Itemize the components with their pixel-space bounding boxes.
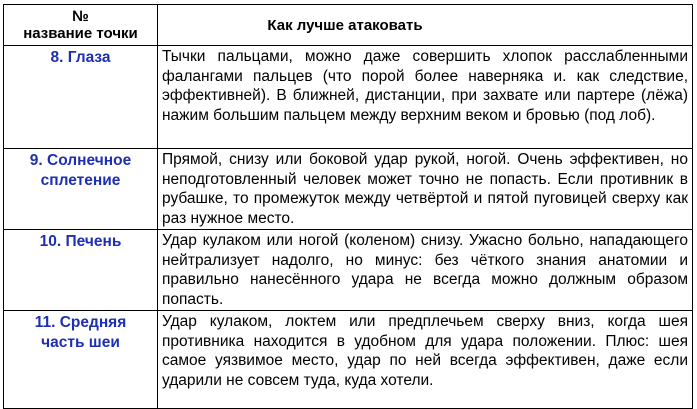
table-row	[4, 46, 693, 149]
point-name: 9. Солнечное	[29, 152, 132, 169]
row-point-eyes	[4, 46, 158, 149]
point-name: 10. Печень	[39, 233, 122, 250]
table-body	[4, 46, 693, 409]
point-name-cont: сплетение	[40, 172, 121, 189]
header-row	[4, 5, 693, 46]
header-how-label: Как лучше атаковать	[267, 16, 423, 34]
row-description-neck: Удар кулаком, локтем или предплечьем сверху вниз, когда шея противника находится в удобном для удара положении. Плюс: шея самое уязвимое место, удар по ней всегда эффективен, даже если ударили не совсем туда, куда хотели.	[158, 311, 693, 409]
header-number-sign: №	[72, 8, 89, 25]
table-row	[4, 230, 693, 311]
table-row	[4, 311, 693, 409]
attack-points-table	[3, 4, 693, 409]
row-description-liver: Удар кулаком или ногой (коленом) снизу. Ужасно больно, нападающего нейтрализует надолго, но минус: без чёткого знания анатомии и правильно нанесённого удара не всегда можно должным образом попасть.	[158, 230, 693, 311]
row-description-eyes: Тычки пальцами, можно даже совершить хлопок расслабленными фалангами пальцев (что порой более наверняка и. как следствие, эффективней). В ближней, дистанции, при захвате или партере (лёжа) нажим большим пальцем между верхним веком и бровью (под лоб).	[158, 46, 693, 149]
point-name: 11. Средняя	[34, 314, 127, 331]
header-how-to-attack	[158, 5, 693, 46]
table-row	[4, 149, 693, 230]
row-point-solar-plexus	[4, 149, 158, 230]
header-point-name	[4, 5, 158, 46]
row-point-liver	[4, 230, 158, 311]
row-point-neck	[4, 311, 158, 409]
row-description-solar-plexus: Прямой, снизу или боковой удар рукой, ногой. Очень эффективен, но неподготовленный человек может точно не попасть. Если противник в рубашке, то промежуток между четвёртой и пятой пуговицей сверху как раз нужное место.	[158, 149, 693, 230]
point-name: 8. Глаза	[50, 49, 111, 66]
table-header	[4, 5, 693, 46]
point-name-cont: часть шеи	[41, 334, 120, 351]
header-point-label: название точки	[23, 25, 138, 42]
